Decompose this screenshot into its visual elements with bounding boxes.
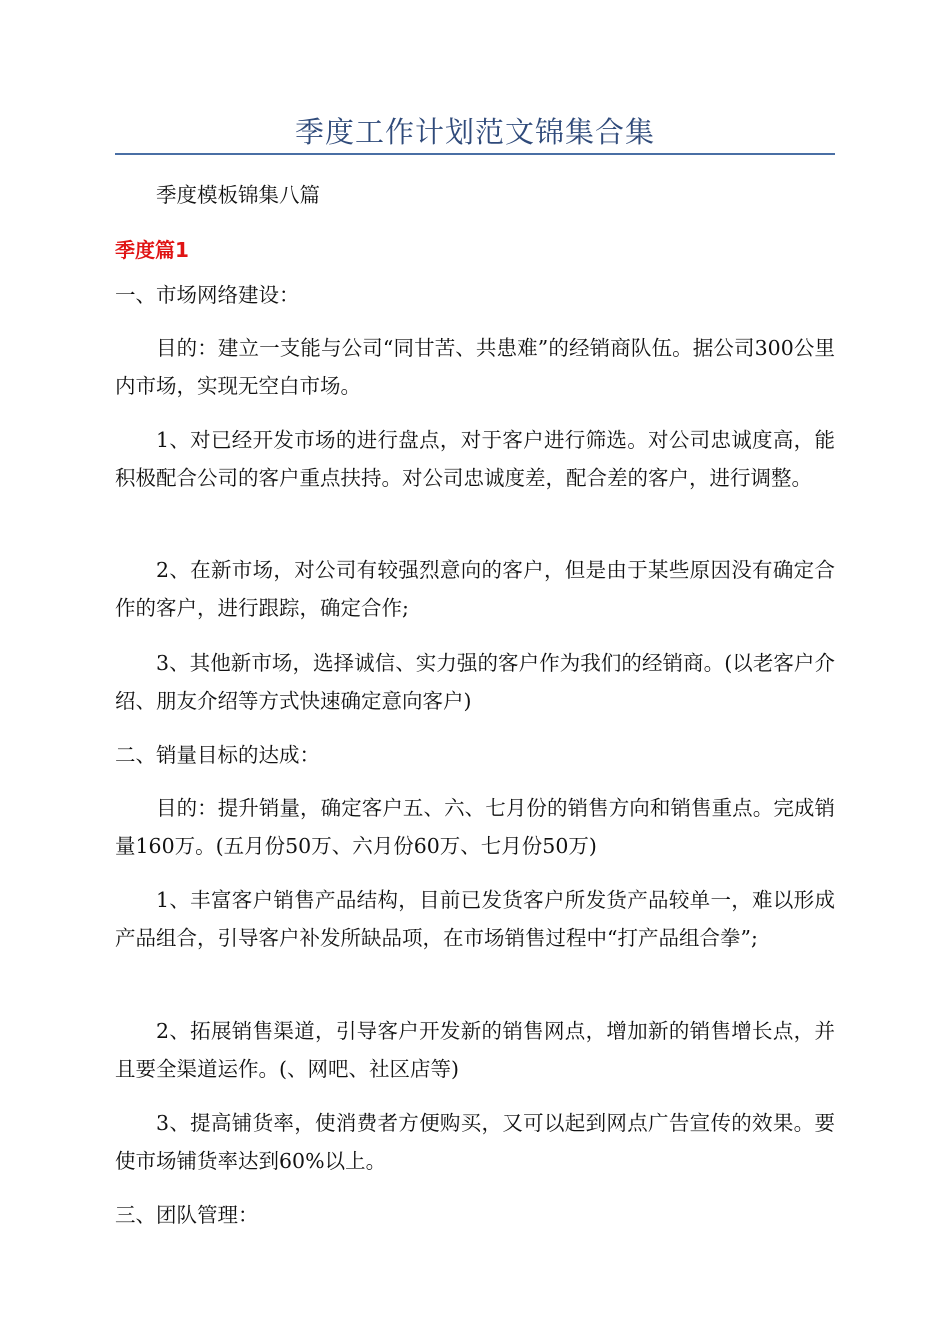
document-subtitle: 季度模板锦集八篇 (156, 183, 320, 207)
paragraph-sales-item-1: 1、丰富客户销售产品结构，目前已发货客户所发货产品较单一，难以形成产品组合，引导客户补发所缺品项，在市场销售过程中“打产品组合拳”; (115, 888, 835, 950)
heading-market-network: 一、市场网络建设： (115, 283, 300, 307)
paragraph-market-item-1: 1、对已经开发市场的进行盘点，对于客户进行筛选。对公司忠诚度高，能积极配合公司的客户重点扶持。对公司忠诚度差，配合差的客户，进行调整。 (115, 428, 835, 490)
heading-team-management: 三、团队管理： (115, 1203, 259, 1227)
title-underline (115, 153, 835, 155)
heading-sales-target: 二、销量目标的达成： (115, 743, 320, 767)
paragraph-sales-item-2: 2、拓展销售渠道，引导客户开发新的销售网点，增加新的销售增长点，并且要全渠道运作。(、网吧、社区店等) (115, 1019, 835, 1081)
paragraph-market-goal: 目的：建立一支能与公司“同甘苦、共患难”的经销商队伍。据公司300公里内市场，实现无空白市场。 (115, 336, 835, 398)
paragraph-sales-item-3: 3、提高铺货率，使消费者方便购买，又可以起到网点广告宣传的效果。要使市场铺货率达到60%以上。 (115, 1111, 835, 1173)
paragraph-market-item-3: 3、其他新市场，选择诚信、实力强的客户作为我们的经销商。(以老客户介绍、朋友介绍等方式快速确定意向客户) (115, 651, 835, 713)
document-title: 季度工作计划范文锦集合集 (294, 115, 655, 149)
paragraph-market-item-2: 2、在新市场，对公司有较强烈意向的客户，但是由于某些原因没有确定合作的客户，进行跟踪，确定合作; (115, 558, 835, 620)
paragraph-sales-goal: 目的：提升销量，确定客户五、六、七月份的销售方向和销售重点。完成销量160万。(五月份50万、六月份60万、七月份50万) (115, 796, 835, 858)
section-heading: 季度篇1 (115, 238, 189, 262)
